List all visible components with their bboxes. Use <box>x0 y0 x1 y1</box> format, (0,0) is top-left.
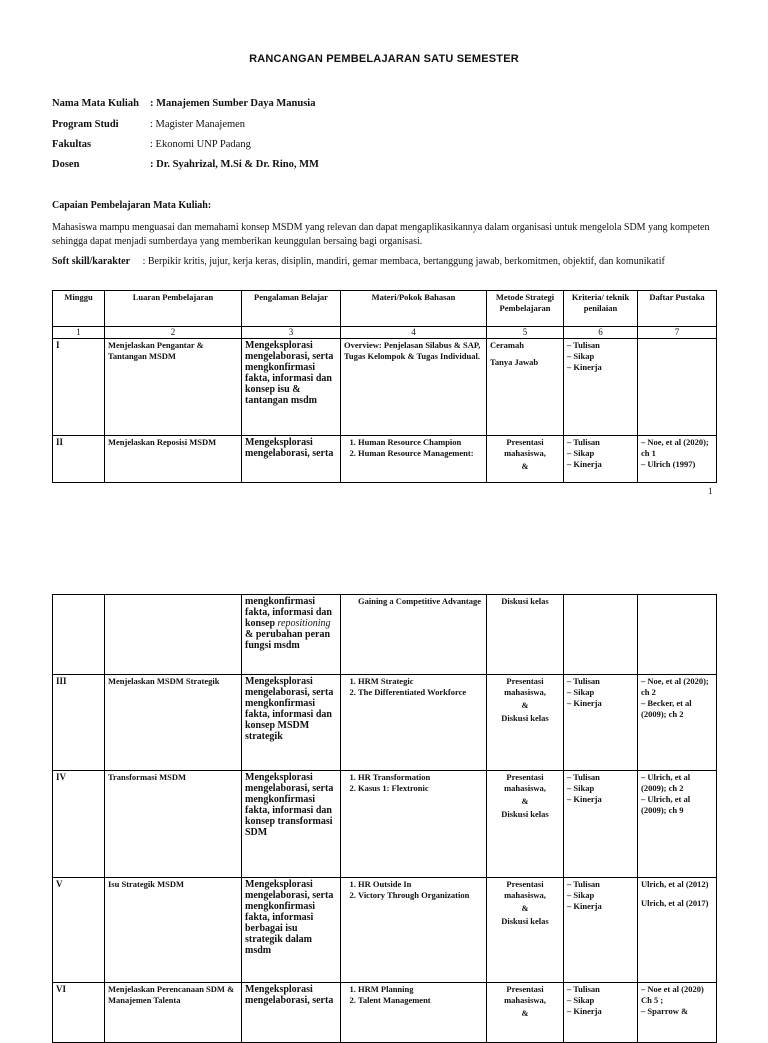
table-header-row <box>53 291 717 327</box>
table-row <box>53 878 717 983</box>
kriteria-item: – Tulisan <box>567 340 634 351</box>
info-value: : Manajemen Sumber Daya Manusia <box>150 98 316 109</box>
pustaka-item: – Ulrich, et al (2009); ch 2 <box>641 772 713 794</box>
materi-cell <box>341 878 487 983</box>
pengalaman-text: mengkonfirmasi fakta, informasi dan konsep <box>245 596 332 629</box>
pustaka-item: – Noe, et al (2020); ch 1 <box>641 437 713 459</box>
metode-line: & <box>521 796 529 806</box>
header-cell: Daftar Pustaka <box>638 291 717 327</box>
info-value: : Ekonomi UNP Padang <box>150 139 251 150</box>
metode-cell: Diskusi kelas <box>487 595 564 675</box>
materi-cell <box>341 436 487 483</box>
cpl-text: Mahasiswa mampu menguasai dan memahami konsep MSDM yang relevan dan dapat mengaplikasikannya dalam organisasi untuk mengelola SDM yang kompeten sehingga dapat menjadi sumberdaya yang memberikan keunggulan bersaing bagi organisasi. <box>52 222 710 247</box>
materi-cell <box>341 771 487 878</box>
table-row <box>53 595 717 675</box>
metode-cell <box>487 771 564 878</box>
metode-cell <box>487 878 564 983</box>
column-number: 4 <box>341 327 487 339</box>
luaran-cell: Transformasi MSDM <box>105 771 242 878</box>
pengalaman-cell: Mengeksplorasi mengelaborasi, serta mengkonfirmasi fakta, informasi dan konsep isu & tantangan msdm <box>242 339 341 436</box>
pustaka-item: – Ulrich (1997) <box>641 459 713 470</box>
pustaka-cell <box>638 771 717 878</box>
kriteria-item: – Sikap <box>567 995 634 1006</box>
pustaka-item: – Ulrich, et al (2009); ch 9 <box>641 794 713 816</box>
kriteria-item: – Sikap <box>567 687 634 698</box>
materi-item: 1. Human Resource Champion <box>358 437 483 448</box>
kriteria-cell <box>564 878 638 983</box>
kriteria-item: – Kinerja <box>567 901 634 912</box>
page-number: 1 <box>708 486 713 496</box>
document-title: RANCANGAN PEMBELAJARAN SATU SEMESTER <box>249 53 519 65</box>
pustaka-cell <box>638 436 717 483</box>
pustaka-item: – Noe, et al (2020); ch 2 <box>641 676 713 698</box>
materi-item: 1. HR Transformation <box>358 772 483 783</box>
metode-cell <box>487 983 564 1043</box>
materi-cell: Gaining a Competitive Advantage <box>341 595 487 675</box>
week-cell: II <box>53 436 105 483</box>
header-cell: Materi/Pokok Bahasan <box>341 291 487 327</box>
column-number: 1 <box>53 327 105 339</box>
kriteria-item: – Kinerja <box>567 362 634 373</box>
luaran-cell: Menjelaskan Reposisi MSDM <box>105 436 242 483</box>
column-number: 3 <box>242 327 341 339</box>
kriteria-cell <box>564 595 638 675</box>
info-value: : Dr. Syahrizal, M.Si & Dr. Rino, MM <box>150 159 319 170</box>
kriteria-cell <box>564 983 638 1043</box>
luaran-cell: Isu Strategik MSDM <box>105 878 242 983</box>
kriteria-item: – Kinerja <box>567 459 634 470</box>
metode-line: Presentasi mahasiswa, <box>504 437 546 458</box>
kriteria-item: – Tulisan <box>567 984 634 995</box>
materi-cell <box>341 675 487 771</box>
header-cell: Metode Strategi Pembelajaran <box>487 291 564 327</box>
pustaka-item: – Noe et al (2020) Ch 5 ; <box>641 984 713 1006</box>
info-key: Dosen <box>52 159 80 170</box>
header-cell: Pengalaman Belajar <box>242 291 341 327</box>
kriteria-cell <box>564 436 638 483</box>
column-number-row <box>53 327 717 339</box>
metode-cell <box>487 675 564 771</box>
rps-table-page1 <box>52 290 717 483</box>
materi-item: 2. Human Resource Management: <box>358 448 483 459</box>
metode-line: & <box>521 461 529 471</box>
pustaka-cell <box>638 595 717 675</box>
header-cell: Kriteria/ teknik penilaian <box>564 291 638 327</box>
column-number: 6 <box>564 327 638 339</box>
pengalaman-text: & perubahan peran fungsi msdm <box>245 629 331 651</box>
metode-line: Presentasi mahasiswa, <box>504 772 546 793</box>
materi-cell: Overview: Penjelasan Silabus & SAP, Tugas Kelompok & Tugas Individual. <box>341 339 487 436</box>
materi-item: 1. HR Outside In <box>358 879 483 890</box>
document-page-2 <box>0 585 768 1024</box>
column-number: 2 <box>105 327 242 339</box>
materi-item: 2. Talent Management <box>358 995 483 1006</box>
kriteria-item: – Tulisan <box>567 772 634 783</box>
rps-table-page2 <box>52 594 717 1043</box>
materi-item: 2. Victory Through Organization <box>358 890 483 901</box>
table-row <box>53 983 717 1043</box>
cpl-heading: Capaian Pembelajaran Mata Kuliah: <box>52 200 212 211</box>
luaran-cell: Menjelaskan Pengantar & Tantangan MSDM <box>105 339 242 436</box>
metode-line: Presentasi mahasiswa, <box>504 676 546 697</box>
week-cell: VI <box>53 983 105 1043</box>
pengalaman-cell: Mengeksplorasi mengelaborasi, serta mengkonfirmasi fakta, informasi dan konsep MSDM strategik <box>242 675 341 771</box>
kriteria-item: – Sikap <box>567 890 634 901</box>
materi-item: 1. HRM Strategic <box>358 676 483 687</box>
page-gap <box>0 505 768 585</box>
kriteria-item: – Sikap <box>567 783 634 794</box>
pengalaman-cell: Mengeksplorasi mengelaborasi, serta mengkonfirmasi fakta, informasi dan konsep transformasi SDM <box>242 771 341 878</box>
soft-skill-text: : Berpikir kritis, jujur, kerja keras, disiplin, mandiri, gemar membaca, bertanggung jawab, berkomitmen, objektif, dan komunikatif <box>142 256 665 267</box>
week-cell: III <box>53 675 105 771</box>
metode-line: & <box>521 700 529 710</box>
table-row <box>53 675 717 771</box>
kriteria-item: – Tulisan <box>567 676 634 687</box>
pengalaman-cell: Mengeksplorasi mengelaborasi, serta mengkonfirmasi fakta, informasi berbagai isu strategik dalam msdm <box>242 878 341 983</box>
kriteria-cell <box>564 675 638 771</box>
week-cell: IV <box>53 771 105 878</box>
soft-skill-key: Soft skill/karakter <box>52 256 131 267</box>
kriteria-item: – Tulisan <box>567 879 634 890</box>
info-key: Nama Mata Kuliah <box>52 98 139 109</box>
pustaka-cell <box>638 339 717 436</box>
materi-item: 2. The Differentiated Workforce <box>358 687 483 698</box>
kriteria-item: – Kinerja <box>567 794 634 805</box>
materi-item: 2. Kasus 1: Flextronic <box>358 783 483 794</box>
week-cell: I <box>53 339 105 436</box>
kriteria-item: – Kinerja <box>567 1006 634 1017</box>
metode-cell <box>487 436 564 483</box>
kriteria-item: – Tulisan <box>567 437 634 448</box>
metode-line: Presentasi mahasiswa, <box>504 984 546 1005</box>
header-cell: Minggu <box>53 291 105 327</box>
materi-item: 1. HRM Planning <box>358 984 483 995</box>
table-row <box>53 339 717 436</box>
info-key: Program Studi <box>52 119 119 130</box>
table-row <box>53 436 717 483</box>
column-number: 5 <box>487 327 564 339</box>
info-key: Fakultas <box>52 139 92 150</box>
soft-skill <box>52 256 718 268</box>
luaran-cell: Menjelaskan MSDM Strategik <box>105 675 242 771</box>
pustaka-line: Ulrich, et al (2017) <box>641 898 709 908</box>
pustaka-cell <box>638 675 717 771</box>
pustaka-item: – Sparrow & <box>641 1006 713 1017</box>
document-page-1 <box>0 0 768 505</box>
table-row <box>53 771 717 878</box>
column-number: 7 <box>638 327 717 339</box>
luaran-cell: Menjelaskan Perencanaan SDM & Manajemen Talenta <box>105 983 242 1043</box>
week-cell <box>53 595 105 675</box>
metode-line: Ceramah <box>490 340 524 350</box>
materi-cell <box>341 983 487 1043</box>
metode-line: Diskusi kelas <box>501 713 549 723</box>
header-cell: Luaran Pembelajaran <box>105 291 242 327</box>
pustaka-line: Ulrich, et al (2012) <box>641 879 709 889</box>
pengalaman-cell: Mengeksplorasi mengelaborasi, serta <box>242 983 341 1043</box>
kriteria-cell <box>564 339 638 436</box>
kriteria-cell <box>564 771 638 878</box>
metode-line: Diskusi kelas <box>501 809 549 819</box>
luaran-cell <box>105 595 242 675</box>
kriteria-item: – Sikap <box>567 448 634 459</box>
pengalaman-cell <box>242 595 341 675</box>
metode-line: Tanya Jawab <box>490 357 539 367</box>
kriteria-item: – Kinerja <box>567 698 634 709</box>
week-cell: V <box>53 878 105 983</box>
pustaka-cell <box>638 878 717 983</box>
pustaka-item: – Becker, et al (2009); ch 2 <box>641 698 713 720</box>
metode-line: & <box>521 903 529 913</box>
pustaka-cell <box>638 983 717 1043</box>
kriteria-item: – Sikap <box>567 351 634 362</box>
info-value: : Magister Manajemen <box>150 119 246 130</box>
metode-cell <box>487 339 564 436</box>
pengalaman-italic: repositioning <box>277 618 331 629</box>
metode-line: & <box>521 1008 529 1018</box>
pengalaman-cell: Mengeksplorasi mengelaborasi, serta <box>242 436 341 483</box>
metode-line: Diskusi kelas <box>501 916 549 926</box>
metode-line: Presentasi mahasiswa, <box>504 879 546 900</box>
